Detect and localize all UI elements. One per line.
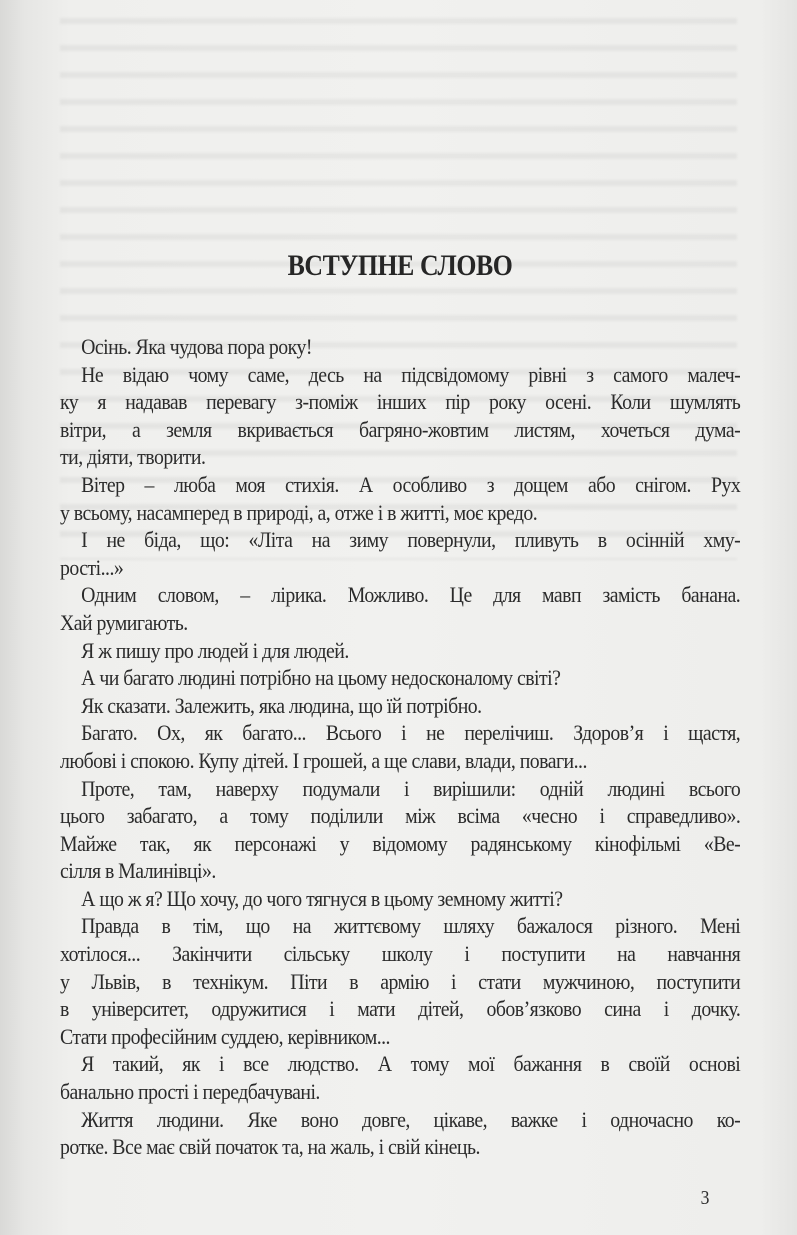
- text-line: Не відаю чому саме, десь на підсвідомому рівні з самого малеч-: [81, 361, 741, 387]
- text-line: в університет, одружитися і мати дітей, обов’язково сина і дочку.: [60, 996, 741, 1022]
- paragraph: [60, 581, 740, 636]
- paragraph: [60, 775, 740, 885]
- text-line: Вітер – люба моя стихія. А особливо з дощем або снігом. Рух: [81, 471, 741, 497]
- text-line: Я ж пишу про людей і для людей.: [81, 637, 349, 663]
- text-line: Життя людини. Яке воно довге, цікаве, важке і одночасно ко-: [81, 1106, 741, 1132]
- paragraph: [60, 1050, 740, 1105]
- text-line: ку я надавав перевагу з-поміж інших пір року осені. Коли шумлять: [60, 389, 741, 415]
- text-line: вітри, а земля вкривається багряно-жовтим листям, хочеться дума-: [60, 416, 741, 442]
- text-line: Одним словом, – лірика. Можливо. Це для мавп замість банана.: [81, 582, 741, 608]
- text-line: у всьому, насамперед в природі, а, отже і в житті, моє кредо.: [60, 499, 538, 525]
- text-line: Стати професійним суддею, керівником...: [60, 1023, 390, 1049]
- text-line: рості...»: [60, 554, 124, 580]
- paragraph: [60, 664, 740, 692]
- paragraph: [60, 692, 740, 720]
- paragraph: [60, 719, 740, 774]
- text-line: хотілося... Закінчити сільську школу і поступити на навчання: [60, 941, 741, 967]
- paragraph: [60, 526, 740, 581]
- text-line: у Львів, в технікум. Піти в армію і стати мужчиною, поступити: [60, 968, 741, 994]
- text-line: Майже так, як персонажі у відомому радянському кінофільмі «Ве-: [60, 830, 741, 856]
- page-title: ВСТУПНЕ СЛОВО: [287, 249, 513, 282]
- text-line: цього забагато, а тому поділили між всіма «чесно і справедливо».: [60, 803, 741, 829]
- text-line: І не біда, що: «Літа на зиму повернули, пливуть в осінній хму-: [81, 527, 741, 553]
- text-line: Осінь. Яка чудова пора року!: [81, 334, 312, 359]
- text-line: любові і спокою. Купу дітей. І грошей, а ще слави, влади, поваги...: [60, 747, 587, 773]
- page-number: 3: [700, 1187, 710, 1209]
- text-line: Як сказати. Залежить, яка людина, що їй потрібно.: [81, 692, 482, 718]
- text-line: банально прості і передбачувані.: [60, 1079, 320, 1105]
- text-line: Багато. Ох, як багато... Всього і не перелічиш. Здоров’я і щастя,: [81, 720, 741, 746]
- paragraph: [60, 1106, 740, 1161]
- body-text: [60, 333, 740, 1161]
- paragraph: [60, 912, 740, 1050]
- paragraph: [60, 333, 740, 361]
- paragraph: [60, 637, 740, 665]
- paragraph: [60, 885, 740, 913]
- text-line: Правда в тім, що на життєвому шляху бажалося різного. Мені: [81, 913, 741, 939]
- paragraph: [60, 361, 740, 471]
- text-line: А чи багато людині потрібно на цьому недосконалому світі?: [81, 665, 561, 691]
- text-line: Проте, там, наверху подумали і вирішили: одній людині всього: [81, 775, 741, 801]
- text-line: А що ж я? Що хочу, до чого тягнуся в цьому земному житті?: [81, 885, 563, 911]
- paragraph: [60, 471, 740, 526]
- text-line: Хай румигають.: [60, 609, 188, 635]
- text-line: сілля в Малинівці».: [60, 858, 216, 884]
- text-line: Я такий, як і все людство. А тому мої бажання в своїй основі: [81, 1051, 741, 1077]
- text-line: ротке. Все має свій початок та, на жаль, і свій кінець.: [60, 1134, 480, 1160]
- text-line: ти, діяти, творити.: [60, 444, 206, 470]
